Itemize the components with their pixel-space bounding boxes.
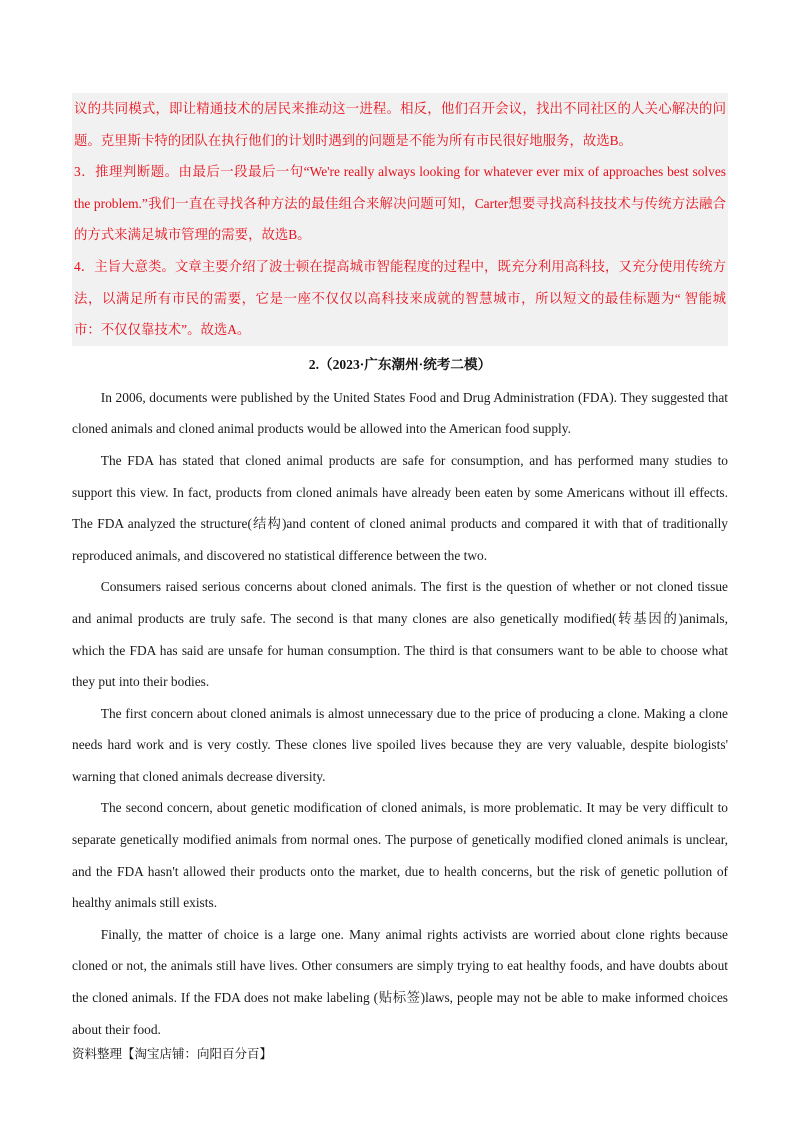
answer-paragraph: 议的共同模式，即让精通技术的居民来推动这一进程。相反，他们召开会议，找出不同社区的人关心解决的问题。克里斯卡特的团队在执行他们的计划时遇到的问题是不能为所有市民很好地服务，故选B。 <box>74 101 726 148</box>
answer-paragraph: 3．推理判断题。由最后一段最后一句“We're really always looking for whatever ever mix of approaches best solves the problem.”我们一直在寻找各种方法的最佳组合来解决问题可知，Carter想要寻找高科技技术与传统方法融合的方式来满足城市管理的需要，故选B。 <box>74 164 726 243</box>
page-content <box>72 93 728 1045</box>
passage-paragraph: Finally, the matter of choice is a large one. Many animal rights activists are worried about clone rights because cloned or not, the animals still have lives. Other consumers are simply trying to eat healthy foods, and have doubts about the cloned animals. If the FDA does not make labeling (贴标签)laws, people may not be able to make informed choices about their food. <box>72 926 728 1037</box>
passage-paragraph: Consumers raised serious concerns about cloned animals. The first is the question of whether or not cloned tissue and animal products are truly safe. The second is that many clones are also genetically modified(转基因的)animals, which the FDA has said are unsafe for human consumption. The third is that consumers want to be able to choose what they put into their bodies. <box>72 579 728 690</box>
passage-paragraph: The first concern about cloned animals is almost unnecessary due to the price of producing a clone. Making a clone needs hard work and is very costly. These clones live spoiled lives because they are very valuable, despite biologists' warning that cloned animals decrease diversity. <box>72 705 728 784</box>
answer-explanation-box <box>72 93 728 346</box>
question-title: 2.（2023·广东潮州·统考二模） <box>308 356 492 372</box>
reading-passage <box>72 382 728 1045</box>
passage-paragraph: The FDA has stated that cloned animal products are safe for consumption, and has performed many studies to support this view. In fact, products from cloned animals have already been eaten by some Americans without ill effects. The FDA analyzed the structure(结构)and content of cloned animal products and compared it with that of traditionally reproduced animals, and discovered no statistical difference between the two. <box>72 452 728 563</box>
page-footer: 资料整理【淘宝店铺：向阳百分百】 <box>72 1046 273 1061</box>
answer-paragraph: 4．主旨大意类。文章主要介绍了波士顿在提高城市智能程度的过程中，既充分利用高科技，又充分使用传统方法，以满足所有市民的需要，它是一座不仅仅以高科技来成就的智慧城市，所以短文的最佳标题为“ 智能城市：不仅仅靠技术”。故选A。 <box>74 258 726 338</box>
passage-paragraph: In 2006, documents were published by the United States Food and Drug Administration (FDA). They suggested that cloned animals and cloned animal products would be allowed into the American food supply. <box>72 389 728 437</box>
passage-paragraph: The second concern, about genetic modification of cloned animals, is more problematic. It may be very difficult to separate genetically modified animals from normal ones. The purpose of genetically modified cloned animals is unclear, and the FDA hasn't allowed their products onto the market, due to health concerns, but the risk of genetic pollution of healthy animals still exists. <box>72 800 728 911</box>
